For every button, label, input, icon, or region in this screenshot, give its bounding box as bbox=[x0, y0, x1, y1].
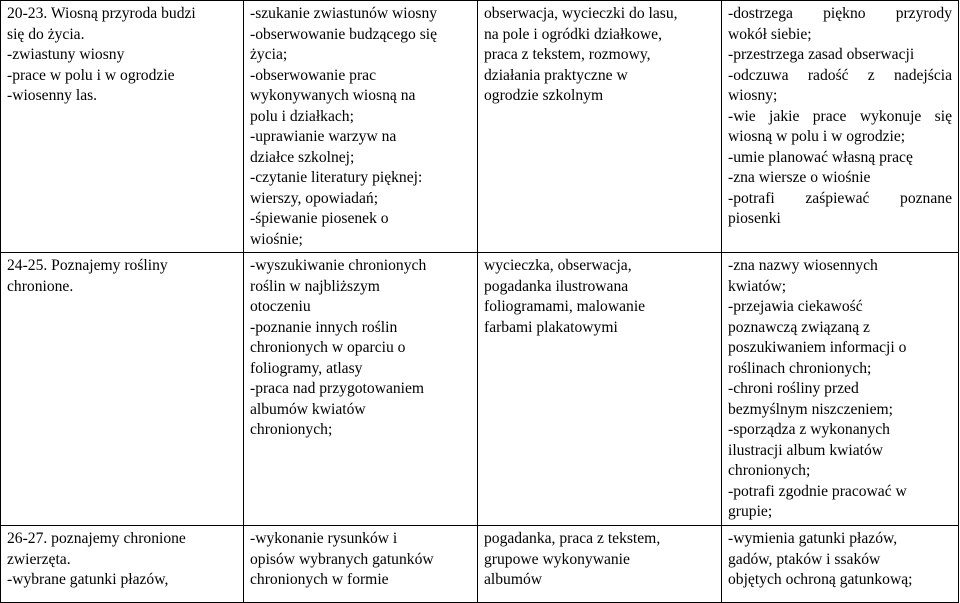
cell-line: wiośnie; bbox=[250, 230, 303, 248]
cell-line: foliogramy, atlasy bbox=[250, 359, 363, 377]
cell-line: wiosną w polu i w ogrodzie; bbox=[728, 128, 906, 145]
cell-line: -potrafi zgodnie pracować w bbox=[728, 482, 907, 500]
cell-line: albumów bbox=[484, 571, 543, 588]
cell-line: -potrafi zaśpiewać poznane bbox=[728, 189, 952, 207]
cell-line: chronione. bbox=[7, 277, 74, 295]
cell-line: 26-27. poznajemy chronione bbox=[7, 530, 186, 547]
cell-line: -szukanie zwiastunów wiosny bbox=[250, 5, 438, 22]
topic-cell bbox=[1, 1, 244, 253]
topic-cell bbox=[1, 253, 244, 526]
cell-line: roślin w najbliższym bbox=[250, 277, 380, 295]
cell-line: -zna wiersze o wiośnie bbox=[728, 169, 871, 186]
cell-line: chronionych w formie bbox=[250, 571, 389, 588]
methods-cell bbox=[478, 526, 722, 603]
cell-line: -wyszukiwanie chronionych bbox=[250, 257, 427, 274]
cell-line: -przestrzega zasad obserwacji bbox=[728, 46, 915, 63]
cell-line: wierszy, opowiadań; bbox=[250, 189, 379, 207]
table-row bbox=[1, 253, 959, 526]
cell-line: życia; bbox=[250, 46, 288, 63]
cell-line: -poznanie innych roślin bbox=[250, 318, 398, 336]
cell-line: -odczuwa radość z nadejścia bbox=[728, 66, 952, 84]
cell-line: wiosny; bbox=[728, 87, 778, 104]
cell-line: bezmyślnym niszczeniem; bbox=[728, 400, 893, 418]
cell-line: -obserwowanie prac bbox=[250, 66, 376, 84]
methods-cell bbox=[478, 253, 722, 526]
cell-line: ogrodzie szkolnym bbox=[484, 87, 604, 104]
cell-line: -wybrane gatunki płazów, bbox=[7, 571, 169, 588]
cell-line: -wymienia gatunki płazów, bbox=[728, 530, 898, 547]
cell-line: ilustracji album kwiatów bbox=[728, 441, 884, 459]
cell-line: wykonywanych wiosną na bbox=[250, 87, 416, 104]
cell-line: -chroni rośliny przed bbox=[728, 380, 859, 397]
cell-line: chronionych; bbox=[728, 462, 811, 479]
cell-line: -śpiewanie piosenek o bbox=[250, 210, 389, 227]
cell-line: działania praktyczne w bbox=[484, 66, 628, 84]
outcomes-cell bbox=[722, 526, 959, 603]
cell-line: kwiatów; bbox=[728, 277, 787, 295]
outcomes-cell bbox=[722, 253, 959, 526]
cell-line: pogadanka ilustrowana bbox=[484, 277, 629, 295]
cell-line: albumów kwiatów bbox=[250, 400, 366, 418]
cell-line: -zna nazwy wiosennych bbox=[728, 257, 878, 274]
cell-line: objętych ochroną gatunkową; bbox=[728, 571, 913, 588]
topic-cell bbox=[1, 526, 244, 603]
cell-line: wycieczka, obserwacja, bbox=[484, 257, 632, 274]
cell-line: -obserwowanie budzącego się bbox=[250, 25, 438, 43]
content-cell bbox=[244, 1, 478, 253]
cell-line: -prace w polu i w ogrodzie bbox=[7, 66, 175, 84]
cell-line: piosenki bbox=[728, 210, 781, 227]
cell-line: farbami plakatowymi bbox=[484, 318, 618, 336]
cell-line: -wiosenny las. bbox=[7, 87, 98, 104]
cell-line: chronionych; bbox=[250, 421, 333, 438]
cell-line: foliogramami, malowanie bbox=[484, 298, 646, 315]
cell-line: -umie planować własną pracę bbox=[728, 148, 913, 166]
cell-line: -czytanie literatury pięknej: bbox=[250, 169, 423, 186]
cell-line: obserwacja, wycieczki do lasu, bbox=[484, 5, 678, 22]
cell-line: -sporządza z wykonanych bbox=[728, 421, 890, 438]
cell-line: -wie jakie prace wykonuje się bbox=[728, 107, 952, 125]
cell-line: grupowe wykonywanie bbox=[484, 550, 630, 568]
cell-line: działce szkolnej; bbox=[250, 148, 355, 166]
content-cell bbox=[244, 526, 478, 603]
cell-line: -przejawia ciekawość bbox=[728, 298, 863, 315]
cell-line: polu i działkach; bbox=[250, 107, 354, 125]
cell-line: poszukiwaniem informacji o bbox=[728, 339, 907, 356]
cell-line: -uprawianie warzyw na bbox=[250, 128, 397, 145]
cell-line: opisów wybranych gatunków bbox=[250, 550, 434, 568]
cell-line: wokół siebie; bbox=[728, 25, 812, 43]
cell-line: na pole i ogródki działkowe, bbox=[484, 25, 662, 43]
cell-line: grupie; bbox=[728, 503, 773, 520]
cell-line: pogadanka, praca z tekstem, bbox=[484, 530, 661, 547]
cell-line: otoczeniu bbox=[250, 298, 311, 315]
cell-line: się do życia. bbox=[7, 25, 85, 43]
methods-cell bbox=[478, 1, 722, 253]
cell-line: 24-25. Poznajemy rośliny bbox=[7, 257, 168, 274]
cell-line: chronionych w oparciu o bbox=[250, 339, 406, 356]
cell-line: -dostrzega piękno przyrody bbox=[728, 5, 952, 22]
cell-line: gadów, ptaków i ssaków bbox=[728, 550, 881, 568]
cell-line: 20-23. Wiosną przyroda budzi bbox=[7, 5, 196, 22]
table-row bbox=[1, 526, 959, 603]
cell-line: poznawczą związaną z bbox=[728, 318, 870, 336]
cell-line: roślinach chronionych; bbox=[728, 359, 872, 377]
cell-line: -praca nad przygotowaniem bbox=[250, 380, 425, 397]
cell-line: -wykonanie rysunków i bbox=[250, 530, 398, 547]
content-cell bbox=[244, 253, 478, 526]
cell-line: praca z tekstem, rozmowy, bbox=[484, 46, 651, 63]
outcomes-cell bbox=[722, 1, 959, 253]
cell-line: -zwiastuny wiosny bbox=[7, 46, 125, 63]
table-row bbox=[1, 1, 959, 253]
cell-line: zwierzęta. bbox=[7, 550, 71, 568]
